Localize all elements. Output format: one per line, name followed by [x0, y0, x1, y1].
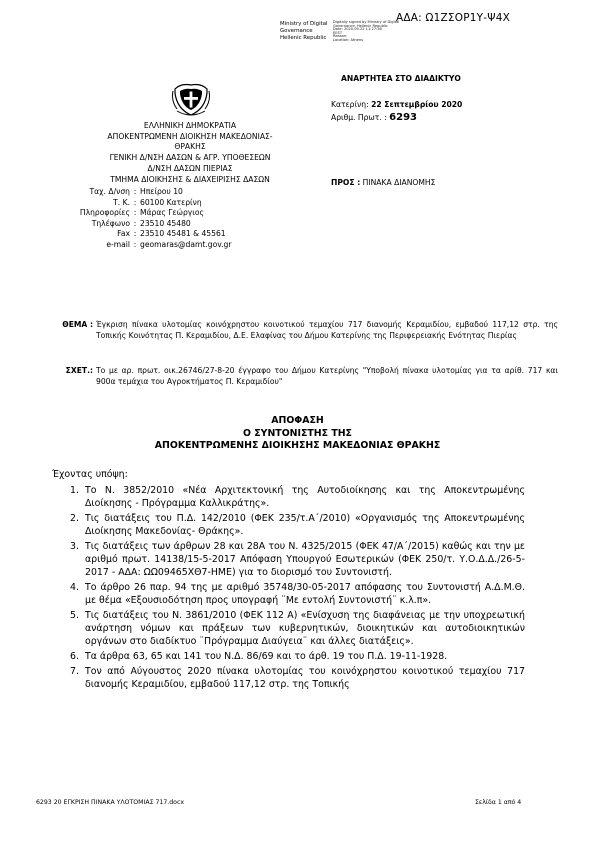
list-item: 5. Τις διατάξεις του Ν. 3861/2010 (ΦΕΚ 112 Α) «Ενίσχυση της διαφάνειας με την υποχρεωτική ανάρτηση νόμων και πράξεων των κυβερνητικών, διοικητικών και αυτοδιοικητικών οργάνων στο διαδίκτυο ¨Πρόγραμμα Διαύγεια¨ και άλλες διατάξεις».: [70, 610, 525, 647]
recipient: ΠΡΟΣ : ΠΙΝΑΚΑ ΔΙΑΝΟΜΗΣ: [331, 178, 436, 187]
considerations-intro: Έχοντας υπόψη:: [52, 469, 128, 480]
decision-line: Ο ΣΥΝΤΟΝΙΣΤΗΣ ΤΗΣ: [243, 427, 352, 439]
decision-line: ΑΠΟΚΕΝΤΡΩΜΕΝΗΣ ΔΙΟΙΚΗΣΗΣ ΜΑΚΕΔΟΝΙΑΣ ΘΡΑΚΗΣ: [154, 440, 441, 452]
signature-detail: Location: Athens: [333, 37, 363, 42]
org-line: ΓΕΝΙΚΗ Δ/ΝΣΗ ΔΑΣΩΝ & ΑΓΡ. ΥΠΟΘΕΣΕΩΝ: [109, 153, 271, 163]
list-item: 7. Τον από Αύγουστος 2020 πίνακα υλοτομίας του κοινόχρηστου κοινοτικού τεμαχίου 717 διανομής Κεραμιδίου, εμβαδού 117,12 στρ. της Τοπικής: [70, 666, 525, 690]
contact-email[interactable]: geomaras@damt.gov.gr: [140, 239, 232, 249]
protocol-number: Αριθμ. Πρωτ. : 6293: [331, 112, 418, 123]
org-line: ΕΛΛΗΝΙΚΗ ΔΗΜΟΚΡΑΤΙΑ: [143, 121, 237, 130]
contact-label: Τηλέφωνο: [91, 218, 130, 228]
list-item: 1. Το Ν. 3852/2010 «Νέα Αρχιτεκτονική της Αυτοδιοίκησης και της Αποκεντρωμένης Διοίκησης - Πρόγραμμα Καλλικράτης».: [70, 485, 525, 509]
contact-value: Ηπείρου 10: [140, 187, 183, 196]
subject-label: ΘΕΜΑ :: [62, 320, 93, 329]
footer-filename: 6293 20 ΕΓΚΡΙΣΗ ΠΙΝΑΚΑ ΥΛΟΤΟΜΙΑΣ 717.docx: [36, 799, 185, 806]
signature-label: Governance: [280, 28, 313, 34]
signature-detail: Governance, Hellenic Republic: [333, 23, 388, 28]
contact-label: e-mail: [106, 239, 130, 249]
coat-of-arms-icon: [171, 79, 211, 119]
contact-value: 60100 Κατερίνη: [140, 197, 202, 207]
signature-detail: Reason:: [333, 34, 348, 38]
signature-label: Hellenic Republic: [280, 35, 327, 41]
organization-header: [100, 121, 280, 185]
contact-details: Ταχ. Δ/νση : Ηπείρου 10 Τ. Κ. : 60100 Κατερίνη Πληροφορίες : Μάρας Γεώργιος Τηλέφωνο : 23510 45480 Fax : 23510 45481 & 45561 e-mail : geomaras@damt.gov.gr: [36, 187, 232, 251]
subject-text: Έγκριση πίνακα υλοτομίας κοινόχρηστου κοινοτικού τεμαχίου 717 διανομής Κεραμιδίου, εμβαδού 117,12 στρ. της Τοπικής Κοινότητας Π. Κεραμιδίου, Δ.Ε. Ελαφίνας του Δήμου Κατερίνης της Περιφερειακής Ενότητας Πιερίας: [96, 320, 558, 340]
footer-page-number: Σελίδα 1 από 4: [475, 799, 522, 806]
contact-label: Fax: [117, 229, 130, 239]
ada-code: ΑΔΑ: Ω1ΖΣΟΡ1Υ-Ψ4Χ: [396, 12, 510, 24]
document-date: Κατερίνη: 22 Σεπτεμβρίου 2020: [331, 100, 463, 109]
contact-value: 23510 45481 & 45561: [140, 229, 226, 239]
org-line: ΑΠΟΚΕΝΤΡΩΜΕΝΗ ΔΙΟΙΚΗΣΗ ΜΑΚΕΔΟΝΙΑΣ-ΘΡΑΚΗΣ: [107, 131, 273, 152]
contact-label: Τ. Κ.: [113, 197, 130, 207]
signature-detail: Date: 2020.09.22 11:27:36: [333, 27, 382, 31]
signature-detail: Digitally signed by Ministry of Digital: [333, 20, 400, 24]
decision-heading: [0, 415, 595, 453]
list-item: 6. Τα άρθρα 63, 65 και 141 του Ν.Δ. 86/69 και το άρθ. 19 του Π.Δ. 19-11-1928.: [70, 651, 448, 662]
digital-signature-stamp: [280, 21, 440, 42]
signature-label: Ministry of Digital: [280, 21, 328, 27]
list-item: 2. Τις διατάξεις του Π.Δ. 142/2010 (ΦΕΚ 235/τ.Α΄/2010) «Οργανισμός της Αποκεντρωμένης Διοίκησης Μακεδονίας- Θράκης».: [70, 513, 525, 537]
contact-value: Μάρας Γεώργιος: [140, 208, 204, 218]
contact-value: 23510 45480: [140, 218, 191, 228]
related-section: [51, 366, 558, 388]
contact-label: Ταχ. Δ/νση: [89, 187, 130, 196]
list-item: 3. Τις διατάξεις των άρθρων 28 και 28Α του Ν. 4325/2015 (ΦΕΚ 47/Α΄/2015) καθώς και την με αριθμό πρωτ. 14138/15-5-2017 Απόφαση Υπουργού Εσωτερικών (ΦΕΚ 250/τ. Υ.Ο.Δ.Δ./26-5-2017 - ΑΔΑ: ΩΩ09465ΧΘ7-ΗΜΕ) για το διορισμό του Συντονιστή.: [70, 541, 525, 578]
signature-detail: EEST: [333, 30, 343, 35]
subject-section: [51, 320, 558, 342]
considerations-list: [52, 484, 525, 693]
related-text: Το με αρ. πρωτ. οικ.26746/27-8-20 έγγραφο του Δήμου Κατερίνης "Υποβολή πίνακα υλοτομίας για τα αρίθ. 717 και 900α τεμάχια του Αγροκτήματος Π. Κεραμιδίου": [96, 366, 558, 386]
decision-line: ΑΠΟΦΑΣΗ: [271, 415, 324, 426]
contact-label: Πληροφορίες: [79, 208, 130, 218]
list-item: 4. Το άρθρο 26 παρ. 94 της με αριθμό 35748/30-05-2017 απόφασης του Συντονιστή Α.Δ.Μ.Θ. με θέμα «Εξουσιοδότηση προς υπογραφή ¨Με εντολή Συντονιστή¨ κ.λ.π».: [70, 582, 525, 606]
posting-notice: ΑΝΑΡΤΗΤΕΑ ΣΤΟ ΔΙΑΔΙΚΤΥΟ: [341, 74, 461, 83]
related-label: ΣΧΕΤ.:: [65, 366, 93, 375]
org-line: ΤΜΗΜΑ ΔΙΟΙΚΗΣΗΣ & ΔΙΑΧΕΙΡΙΣΗΣ ΔΑΣΩΝ: [110, 174, 270, 184]
org-line: Δ/ΝΣΗ ΔΑΣΩΝ ΠΙΕΡΙΑΣ: [147, 163, 233, 173]
